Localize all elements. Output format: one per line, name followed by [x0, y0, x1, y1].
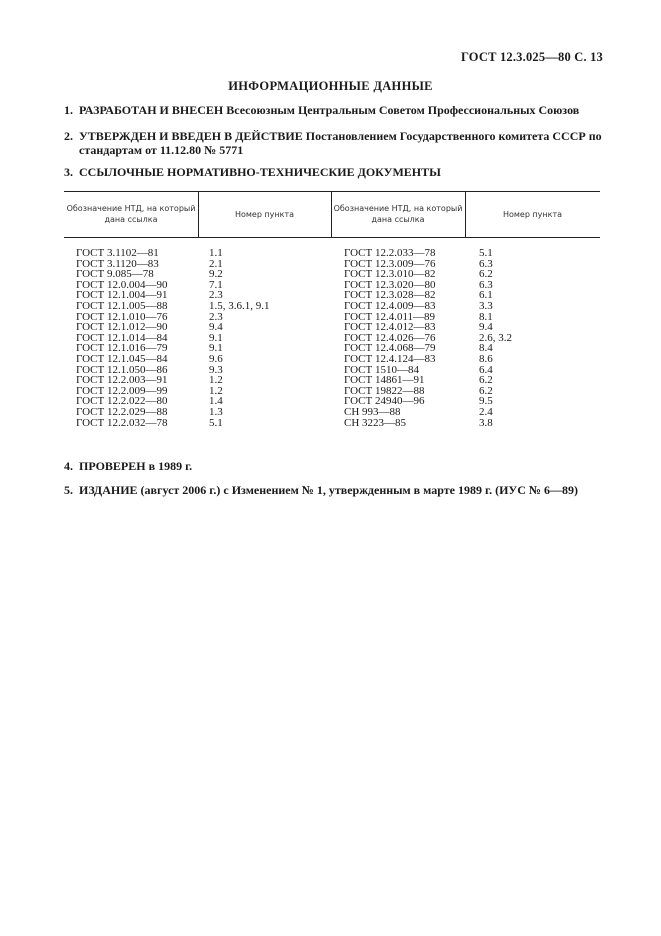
table-cell: 6.2: [479, 374, 493, 387]
reference-table: [64, 191, 600, 441]
item-lead: ИЗДАНИЕ: [79, 483, 138, 497]
header-cell-point: Номер пункта: [502, 209, 563, 219]
item-text: (август 2006 г.) с Изменением № 1, утвержденным в марте 1989 г. (ИУС № 6—89): [137, 483, 578, 497]
table-cell: ГОСТ 12.3.020—80: [344, 278, 436, 291]
table-cell: ГОСТ 12.2.033—78: [344, 247, 436, 259]
table-cell: 9.4: [209, 321, 223, 334]
table-cell: 9.2: [209, 268, 223, 281]
table-cell: ГОСТ 12.1.016—79: [76, 342, 168, 355]
header-cell-doc: Обозначение НТД, на который дана ссылка: [66, 204, 196, 224]
page-header: ГОСТ 12.3.025—80 С. 13: [460, 50, 603, 64]
table-cell: 2.3: [209, 310, 223, 323]
header-cell-doc: Обозначение НТД, на который дана ссылка: [333, 204, 463, 224]
item-lead: УТВЕРЖДЕН И ВВЕДЕН В ДЕЙСТВИЕ: [79, 129, 303, 143]
table-cell: ГОСТ 12.4.026—76: [344, 331, 436, 344]
table-cell: ГОСТ 12.2.022—80: [76, 395, 168, 408]
table-cell: 1.1: [209, 247, 223, 259]
item-lead: ССЫЛОЧНЫЕ НОРМАТИВНО-ТЕХНИЧЕСКИЕ ДОКУМЕНТЫ: [79, 165, 441, 179]
table-cell: 9.6: [209, 352, 223, 365]
table-cell: 1.3: [209, 405, 223, 418]
table-cell: ГОСТ 19822—88: [344, 384, 425, 397]
table-cell: ГОСТ 12.4.068—79: [344, 342, 436, 355]
item-number: 2.: [64, 129, 73, 143]
item-body: [79, 483, 612, 497]
table-cell: ГОСТ 9.085—78: [76, 268, 154, 281]
item-lead: РАЗРАБОТАН И ВНЕСЕН: [79, 103, 224, 117]
info-item-5: [64, 483, 612, 497]
table-cell: ГОСТ 12.0.004—90: [76, 278, 168, 291]
column-right-points: [479, 248, 512, 428]
table-cell: ГОСТ 14861—91: [344, 374, 425, 387]
table-cell: 6.3: [479, 257, 493, 270]
table-cell: 6.3: [479, 278, 493, 291]
item-text: Постановлением Государственного комитета СССР по стандартам от 11.12.80 № 5771: [79, 129, 602, 157]
table-cell: 8.6: [479, 352, 493, 365]
table-cell: ГОСТ 12.4.012—83: [344, 321, 436, 334]
table-cell: ГОСТ 12.3.010—82: [344, 268, 436, 281]
item-body: [79, 129, 612, 157]
table-cell: ГОСТ 12.1.004—91: [76, 289, 168, 302]
table-cell: ГОСТ 12.1.050—86: [76, 363, 168, 376]
table-cell: ГОСТ 12.1.045—84: [76, 352, 168, 365]
table-cell: 2.4: [479, 405, 493, 418]
item-lead: ПРОВЕРЕН: [79, 459, 146, 473]
table-cell: 1.2: [209, 384, 223, 397]
table-cell: 1.2: [209, 374, 223, 387]
table-cell: 9.5: [479, 395, 493, 408]
table-cell: СН 3223—85: [344, 416, 407, 429]
info-item-3: [64, 165, 612, 179]
section-title: ИНФОРМАЦИОННЫЕ ДАННЫЕ: [228, 79, 433, 93]
table-cell: 8.4: [479, 342, 493, 355]
table-cell: 9.1: [209, 331, 223, 344]
table-cell: 2.1: [209, 257, 223, 270]
table-cell: ГОСТ 3.1120—83: [76, 257, 159, 270]
info-item-1: [64, 103, 612, 117]
item-number: 3.: [64, 165, 73, 179]
table-cell: 3.3: [479, 299, 493, 312]
table-cell: 5.1: [479, 247, 493, 259]
header-cell-point: Номер пункта: [234, 209, 295, 219]
table-cell: 9.3: [209, 363, 223, 376]
table-cell: ГОСТ 12.3.028—82: [344, 289, 436, 302]
info-item-4: [64, 459, 612, 473]
item-number: 1.: [64, 103, 73, 117]
item-text: в 1989 г.: [145, 459, 193, 473]
table-cell: 1.5, 3.6.1, 9.1: [209, 299, 270, 312]
column-right-docs: [344, 248, 435, 428]
table-cell: ГОСТ 12.2.003—91: [76, 374, 168, 387]
table-cell: 6.1: [479, 289, 493, 302]
table-cell: ГОСТ 12.1.012—90: [76, 321, 168, 334]
table-cell: 6.2: [479, 268, 493, 281]
item-number: 4.: [64, 459, 73, 473]
table-cell: ГОСТ 12.1.014—84: [76, 331, 168, 344]
table-cell: 2.6, 3.2: [479, 331, 512, 344]
item-number: 5.: [64, 483, 73, 497]
table-cell: ГОСТ 12.4.011—89: [344, 310, 436, 323]
table-header-rule: [64, 237, 600, 238]
table-cell: СН 993—88: [344, 405, 401, 418]
column-left-points: [209, 248, 270, 428]
table-cell: ГОСТ 12.4.124—83: [344, 352, 436, 365]
table-cell: 8.1: [479, 310, 493, 323]
table-cell: 6.2: [479, 384, 493, 397]
table-cell: ГОСТ 12.2.032—78: [76, 416, 168, 429]
table-cell: 2.3: [209, 289, 223, 302]
table-cell: ГОСТ 12.3.009—76: [344, 257, 436, 270]
item-body: [79, 165, 612, 179]
info-item-2: [64, 129, 612, 157]
table-cell: ГОСТ 12.1.005—88: [76, 299, 168, 312]
table-cell: ГОСТ 12.2.029—88: [76, 405, 168, 418]
table-cell: 6.4: [479, 363, 493, 376]
table-cell: 7.1: [209, 278, 223, 291]
table-cell: 9.4: [479, 321, 493, 334]
table-cell: ГОСТ 12.2.009—99: [76, 384, 168, 397]
table-cell: ГОСТ 3.1102—81: [76, 247, 159, 259]
table-cell: 9.1: [209, 342, 223, 355]
table-cell: 1.4: [209, 395, 223, 408]
item-body: [79, 103, 612, 117]
table-cell: 3.8: [479, 416, 493, 429]
table-cell: ГОСТ 12.1.010—76: [76, 310, 168, 323]
table-cell: ГОСТ 1510—84: [344, 363, 419, 376]
item-text: Всесоюзным Центральным Советом Профессиональных Союзов: [223, 103, 580, 117]
column-left-docs: [76, 248, 167, 428]
table-cell: ГОСТ 24940—96: [344, 395, 425, 408]
item-body: [79, 459, 612, 473]
table-cell: ГОСТ 12.4.009—83: [344, 299, 436, 312]
table-cell: 5.1: [209, 416, 223, 429]
